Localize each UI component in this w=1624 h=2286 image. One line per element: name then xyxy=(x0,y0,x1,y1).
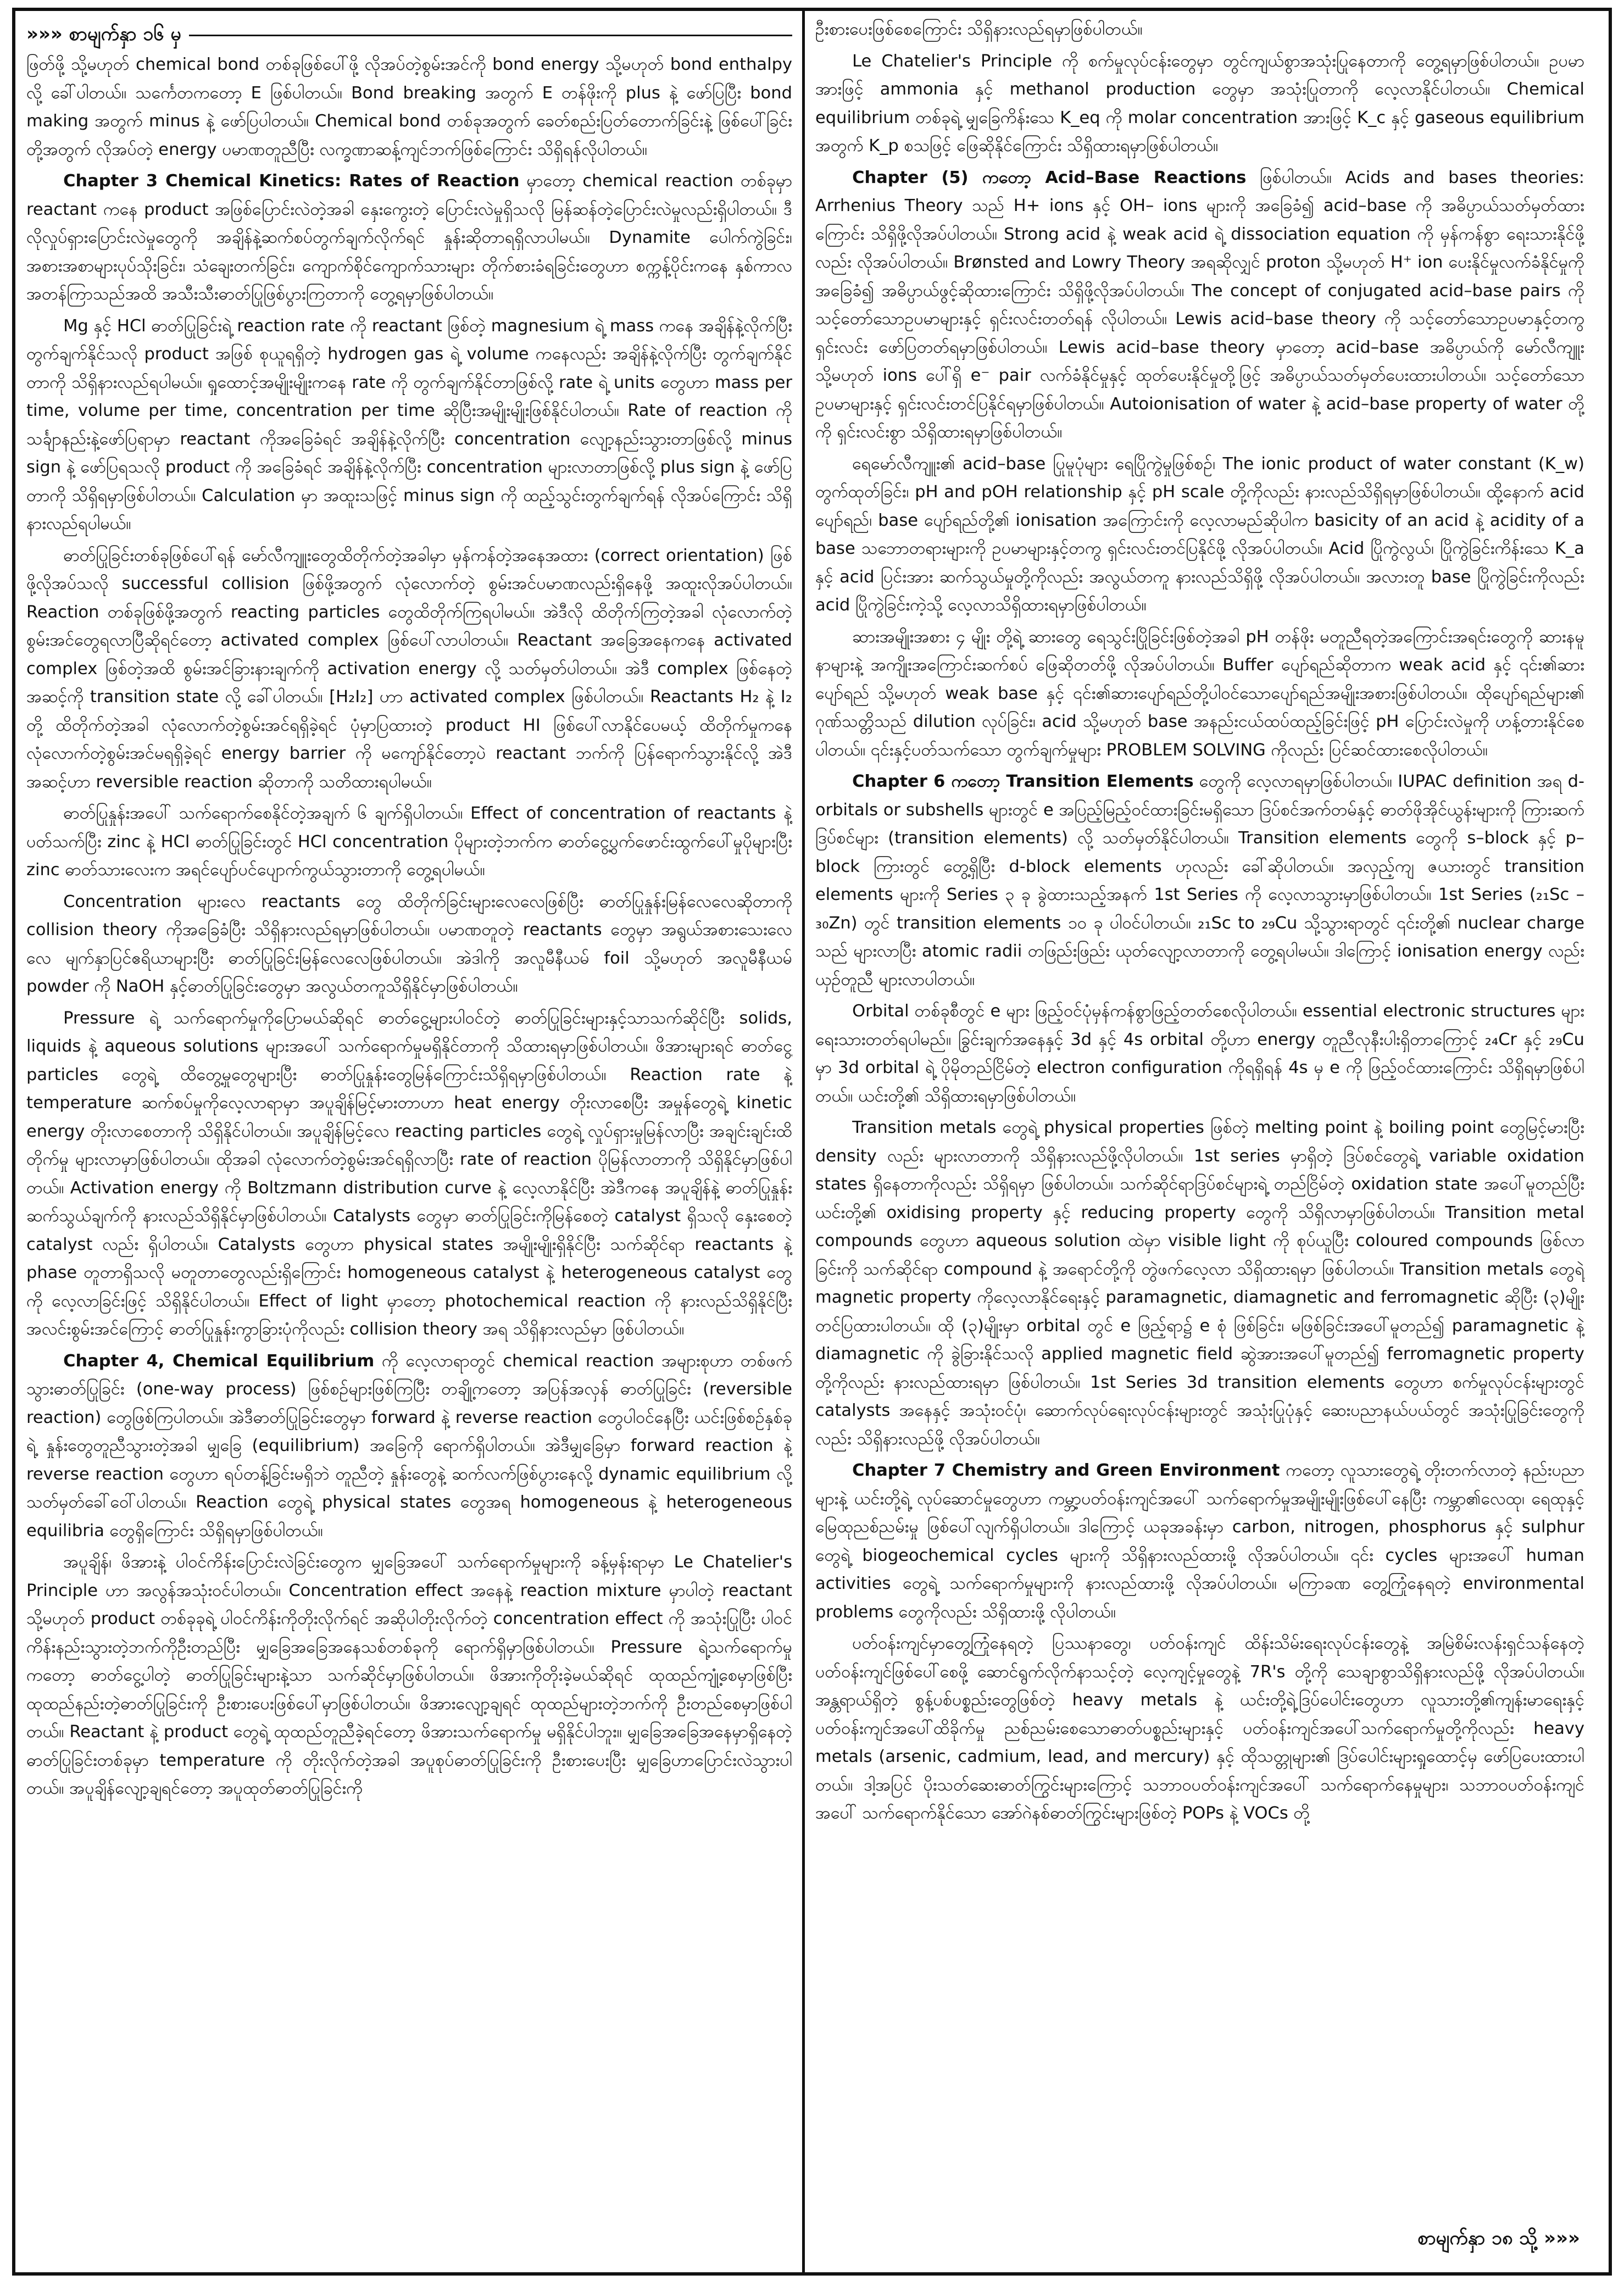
paragraph: ဆားအမျိုးအစား ၄ မျိုး တို့ရဲ့ ဆားတွေ ရေသွင်းပြိုခြင်းဖြစ်တဲ့အခါ pH တန်ဖိုး မတူညီရတဲ့အကြောင်းအရင်းတွေကို ဆားနမူနာများနဲ့ အကျိုးအကြောင်းဆက်စပ် ဖြေဆိုတတ်ဖို့ လိုအပ်ပါတယ်။ Buffer ပျော်ရည်ဆိုတာက weak acid နှင့် ၎င်း၏ဆားပျော်ရည် သို့မဟုတ် weak base နှင့် ၎င်း၏ဆားပျော်ရည်တို့ပါဝင်သောပျော်ရည်အမျိုးအစားဖြစ်ပါတယ်။ ထိုပျော်ရည်များ၏ ဂုဏ်သတ္တိသည် dilution လုပ်ခြင်း၊ acid သို့မဟုတ် base အနည်းငယ်ထပ်ထည့်ခြင်းဖြင့် pH ပြောင်းလဲမှုကို ဟန့်တားနိုင်စေပါတယ်။ ၎င်းနှင့်ပတ်သက်သော တွက်ချက်မှုများ PROBLEM SOLVING ကိုလည်း ပြင်ဆင်ထားစေလိုပါတယ်။ xyxy=(815,627,1584,760)
paragraph: Transition metals တွေရဲ့ physical properties ဖြစ်တဲ့ melting point နဲ့ boiling point တွေမြင့်မားပြီး density လည်း များလာတာကို သိရှိနားလည်ဖို့လိုပါတယ်။ 1st series မှာရှိတဲ့ ဒြပ်စင်တွေရဲ့ variable oxidation states ရှိနေတာကိုလည်း သိရှိရမှာ ဖြစ်ပါတယ်။ သက်ဆိုင်ရာဒြပ်စင်များရဲ့ တည်ငြိမ်တဲ့ oxidation state အပေါ်မူတည်ပြီး ယင်းတို့၏ oxidising property နှင့် reducing property တွေကို သိရှိလာမှာဖြစ်ပါတယ်။ Transition metal compounds တွေဟာ aqueous solution ထဲမှာ visible light ကို စုပ်ယူပြီး coloured compounds ဖြစ်လာခြင်းကို သက်ဆိုင်ရာ compound နဲ့ အရောင်တို့ကို တွဲဖက်လေ့လာ သိရှိထားရမှာ ဖြစ်ပါတယ်။ Transition metals တွေရဲ့ magnetic property ကိုလေ့လာနိုင်ရေးနှင့် paramagnetic, diamagnetic and ferromagnetic ဆိုပြီး (၃)မျိုး တင်ပြထားပါတယ်။ ထို (၃)မျိုးမှာ orbital တွင် e ဖြည့်ရာ၌ e စုံ ဖြစ်ခြင်း၊ မဖြစ်ခြင်းအပေါ်မူတည်၍ paramagnetic နဲ့ diamagnetic ကို ခွဲခြားနိုင်သလို applied magnetic field ဆွဲအားအပေါ်မူတည်၍ ferromagnetic property တို့ကိုလည်း နားလည်ထားရမှာ ဖြစ်ပါတယ်။ 1st Series 3d transition elements တွေဟာ စက်မှုလုပ်ငန်းများတွင် catalysts အနေနှင့် အသုံးဝင်ပုံ၊ ဆောက်လုပ်ရေးလုပ်ငန်းများတွင် အသုံးပြုပုံနှင့် ဆေးပညာနယ်ပယ်တွင် အသုံးပြုခြင်းတွေကိုလည်း သိရှိနားလည်ဖို့ လိုအပ်ပါတယ်။ xyxy=(815,1118,1584,1449)
paragraph: Chapter (5) ကတော့ Acid–Base Reactions ဖြစ်ပါတယ်။ Acids and bases theories: Arrhenius Theory သည် H+ ions နှင့် OH– ions များကို အခြေခံ၍ acid–base ကို အဓိပ္ပာယ်သတ်မှတ်ထားကြောင်း သိရှိဖို့လိုအပ်ပါတယ်။ Strong acid နဲ့ weak acid ရဲ့ dissociation equation ကို မှန်ကန်စွာ ရေးသားနိုင်ဖို့လည်း လိုအပ်ပါတယ်။ Brønsted and Lowry Theory အရဆိုလျှင် proton သို့မဟုတ် H⁺ ion ပေးနိုင်မှုလက်ခံနိုင်မှုကိုအခြေခံ၍ အဓိပ္ပာယ်ဖွင့်ဆိုထားကြောင်း သိရှိဖို့လိုအပ်ပါတယ်။ The concept of conjugated acid–base pairs ကို သင့်တော်သောဥပမာများနှင့် ရှင်းလင်းတတ်ရန် လိုပါတယ်။ Lewis acid–base theory ကို သင့်တော်သောဥပမာနှင့်တကွ ရှင်းလင်း ဖော်ပြတတ်ရမှာဖြစ်ပါတယ်။ Lewis acid–base theory မှာတော့ acid–base အဓိပ္ပာယ်ကို မော်လီကျူး သို့မဟုတ် ions ပေါ်ရှိ e⁻ pair လက်ခံနိုင်မှုနှင့် ထုတ်ပေးနိုင်မှုတို့ဖြင့် အဓိပ္ပာယ်သတ်မှတ်ပေးထားပါတယ်။ သင့်တော်သော ဥပမာများနှင့် ရှင်းလင်းတင်ပြနိုင်ရမှာဖြစ်ပါတယ်။ Autoionisation of water နဲ့ acid–base property of water တို့ကို ရှင်းလင်းစွာ သိရှိထားရမှာဖြစ်ပါတယ်။ xyxy=(815,168,1584,442)
paragraph: Chapter 4, Chemical Equilibrium ကို လေ့လာရာတွင် chemical reaction အများစုဟာ တစ်ဖက်သွားဓာတ်ပြုခြင်း (one-way process) ဖြစ်စဉ်များဖြစ်ကြပြီး တချို့ကတော့ အပြန်အလှန် ဓာတ်ပြုခြင်း (reversible reaction) တွေဖြစ်ကြပါတယ်။ အဲဒီဓာတ်ပြုခြင်းတွေမှာ forward နဲ့ reverse reaction တွေပါဝင်နေပြီး ယင်းဖြစ်စဉ်နှစ်ခုရဲ့ နှုန်းတွေတူညီသွားတဲ့အခါ မျှခြေ (equilibrium) အခြေကို ရောက်ရှိပါတယ်။ အဲဒီမျှခြေမှာ forward reaction နဲ့ reverse reaction တွေဟာ ရပ်တန့်ခြင်းမရှိဘဲ တူညီတဲ့ နှုန်းတွေနဲ့ ဆက်လက်ဖြစ်ပွားနေလို့ dynamic equilibrium လို့ သတ်မှတ်ခေါ်ဝေါ်ပါတယ်။ Reaction တွေရဲ့ physical states တွေအရ homogeneous နဲ့ heterogeneous equilibria တွေရှိကြောင်း သိရှိရမှာဖြစ်ပါတယ်။ xyxy=(26,1351,792,1540)
paragraph: ဖြတ်ဖို့ သို့မဟုတ် chemical bond တစ်ခုဖြစ်ပေါ်ဖို့ လိုအပ်တဲ့စွမ်းအင်ကို bond energy သို့မဟုတ် bond enthalpy လို့ ခေါ်ပါတယ်။ သင်္ကေတကတော့ E ဖြစ်ပါတယ်။ Bond breaking အတွက် E တန်ဖိုးကို plus နဲ့ ဖော်ပြပြီး bond making အတွက် minus နဲ့ ဖော်ပြပါတယ်။ Chemical bond တစ်ခုအတွက် ခေတ်စည်းပြတ်တောက်ခြင်းနဲ့ ဖြစ်ပေါ်ခြင်းတို့အတွက် လိုအပ်တဲ့ energy ပမာဏတူညီပြီး လက္ခဏာဆန့်ကျင်ဘက်ဖြစ်ကြောင်း သိရှိရန်လိုပါတယ်။ xyxy=(26,55,792,159)
chapter-heading: Chapter (5) ကတော့ Acid–Base Reactions xyxy=(852,168,1247,187)
continued-on-marker: စာမျက်နှာ ၁၈ သို့ »»» xyxy=(1412,2226,1580,2254)
paragraph: ပတ်ဝန်းကျင်မှာတွေ့ကြုံနေရတဲ့ ပြဿနာတွေ၊ ပတ်ဝန်းကျင် ထိန်းသိမ်းရေးလုပ်ငန်းတွေနဲ့ အမြဲစိမ်းလန်းရှင်သန်နေတဲ့ ပတ်ဝန်းကျင်ဖြစ်ပေါ်စေဖို့ ဆောင်ရွက်လိုက်နာသင့်တဲ့ လေ့ကျင့်မှုတွေနဲ့ 7R's တို့ကို သေချာစွာသိရှိနားလည်ဖို့ လိုအပ်ပါတယ်။ အန္တရာယ်ရှိတဲ့ စွန့်ပစ်ပစ္စည်းတွေဖြစ်တဲ့ heavy metals နဲ့ ယင်းတို့ရဲ့ဒြပ်ပေါင်းတွေဟာ လူသားတို့၏ကျန်းမာရေးနှင့် ပတ်ဝန်းကျင်အပေါ်ထိခိုက်မှု ညစ်ညမ်းစေသောဓာတ်ပစ္စည်းများနှင့် ပတ်ဝန်းကျင်အပေါ်သက်ရောက်မှုတို့ကိုလည်း heavy metals (arsenic, cadmium, lead, and mercury) နှင့် ထိုသတ္တုများ၏ ဒြပ်ပေါင်းများရှုထောင့်မှ ဖော်ပြပေးထားပါတယ်။ ဒါ့အပြင် ပိုးသတ်ဆေးဓာတ်ကြွင်းများကြောင့် သဘာဝပတ်ဝန်းကျင်အပေါ် သက်ရောက်နေမှုများ၊ သဘာဝပတ်ဝန်းကျင်အပေါ် သက်ရောက်နိုင်သော အော်ဂဲနစ်ဓာတ်ကြွင်းများဖြစ်တဲ့ POPs နဲ့ VOCs တို့ xyxy=(815,1634,1584,1823)
paragraph: Chapter 6 ကတော့ Transition Elements တွေကို လေ့လာရမှာဖြစ်ပါတယ်။ IUPAC definition အရ d-orbitals or subshells များတွင် e အပြည့်မြည့်ဝင်ထားခြင်းမရှိသော ဒြပ်စင်အက်တမ်နှင့် ဓာတ်ဖိုအိုင်ယွန်းများကို ကြားဆက်ဒြပ်စင်များ (transition elements) လို့ သတ်မှတ်နိုင်ပါတယ်။ Transition elements တွေကို s–block နှင့် p–block ကြားတွင် တွေ့ရှိပြီး d-block elements ဟုလည်း ခေါ်ဆိုပါတယ်။ အလှည့်ကျ ဇယားတွင် transition elements များကို Series ၃ ခု ခွဲထားသည့်အနက် 1st Series ကို လေ့လာသွားမှာဖြစ်ပါတယ်။ 1st Series (₂₁Sc – ₃₀Zn) တွင် transition elements ၁၀ ခု ပါဝင်ပါတယ်။ ₂₁Sc to ₂₉Cu သို့သွားရာတွင် ၎င်းတို့၏ nuclear charge သည် များလာပြီး atomic radii တဖြည်းဖြည်း ယုတ်လျော့လာတာကို တွေ့ရပါမယ်။ ဒါကြောင့် ionisation energy လည်း ယှဉ်တူညီ များလာပါတယ်။ xyxy=(815,772,1584,989)
paragraph: Mg နှင့် HCl ဓာတ်ပြုခြင်းရဲ့ reaction rate ကို reactant ဖြစ်တဲ့ magnesium ရဲ့ mass ကနေ အချိန်နဲ့လိုက်ပြီး တွက်ချက်နိုင်သလို product အဖြစ် စုယူရရှိတဲ့ hydrogen gas ရဲ့ volume ကနေလည်း အချိန်နဲ့လိုက်ပြီး တွက်ချက်နိုင်တာကို သိရှိနားလည်ရပါမယ်။ ရှုထောင့်အမျိုးမျိုးကနေ rate ကို တွက်ချက်နိုင်တာဖြစ်လို့ rate ရဲ့ units တွေဟာ mass per time, volume per time, concentration per time ဆိုပြီးအမျိုးမျိုးဖြစ်နိုင်ပါတယ်။ Rate of reaction ကိုသင်္ချာနည်းနဲ့ဖော်ပြရာမှာ reactant ကိုအခြေခံရင် အချိန်နဲ့လိုက်ပြီး concentration လျော့နည်းသွားတာဖြစ်လို့ minus sign နဲ့ ဖော်ပြရသလို product ကို အခြေခံရင် အချိန်နဲ့လိုက်ပြီး concentration များလာတာဖြစ်လို့ plus sign နဲ့ ဖော်ပြတာကို သိရှိရမှာဖြစ်ပါတယ်။ Calculation မှာ အထူးသဖြင့် minus sign ကို ထည့်သွင်းတွက်ချက်ရန် လိုအပ်ကြောင်း သိရှိနားလည်ရပါမယ်။ xyxy=(26,316,792,533)
paragraph: Pressure ရဲ့ သက်ရောက်မှုကိုပြောမယ်ဆိုရင် ဓာတ်ငွေ့များပါဝင်တဲ့ ဓာတ်ပြုခြင်းများနှင့်သာသက်ဆိုင်ပြီး solids, liquids နဲ့ aqueous solutions များအပေါ် သက်ရောက်မှုမရှိနိုင်တာကို သိထားရမှာဖြစ်ပါတယ်။ ဖိအားများရင် ဓာတ်ငွေ့ particles တွေရဲ့ ထိတွေ့မှုတွေများပြီး ဓာတ်ပြုနှုန်းတွေမြန်ကြောင်းသိရှိရမှာဖြစ်ပါတယ်။ Reaction rate နဲ့ temperature ဆက်စပ်မှုကိုလေ့လာရာမှာ အပူချိန်မြင့်မားတာဟာ heat energy တိုးလာစေပြီး အမှုန်တွေရဲ့ kinetic energy တိုးလာစေတာကို သိရှိနိုင်ပါတယ်။ အပူချိန်မြင့်လေ reacting particles တွေရဲ့ လှုပ်ရှားမှုမြန်လာပြီး အချင်းချင်းထိတိုက်မှု များလာမှာဖြစ်ပါတယ်။ ထိုအခါ လုံလောက်တဲ့စွမ်းအင်ရရှိလာပြီး rate of reaction ပိုမြန်လာတာကို သိရှိနိုင်မှာဖြစ်ပါတယ်။ Activation energy ကို Boltzmann distribution curve နဲ့ လေ့လာနိုင်ပြီး အဲဒီကနေ အပူချိန်နဲ့ ဓာတ်ပြုနှုန်း ဆက်သွယ်ချက်ကို နားလည်သိရှိနိုင်မှာဖြစ်ပါတယ်။ Catalysts တွေမှာ ဓာတ်ပြုခြင်းကိုမြန်စေတဲ့ catalyst ရှိသလို နှေးစေတဲ့ catalyst လည်း ရှိပါတယ်။ Catalysts တွေဟာ physical states အမျိုးမျိုးရှိနိုင်ပြီး သက်ဆိုင်ရာ reactants နဲ့ phase တူတာရှိသလို မတူတာတွေလည်းရှိကြောင်း homogeneous catalyst နဲ့ heterogeneous catalyst တွေကို လေ့လာခြင်းဖြင့် သိရှိနိုင်ပါတယ်။ Effect of light မှာတော့ photochemical reaction ကို နားလည်သိရှိနိုင်ပြီး အလင်းစွမ်းအင်ကြောင့် ဓာတ်ပြုနှုန်းကွာခြားပုံကိုလည်း collision theory အရ သိရှိနားလည်မှာ ဖြစ်ပါတယ်။ xyxy=(26,1008,792,1339)
paragraph: Chapter 3 Chemical Kinetics: Rates of Reaction မှာတော့ chemical reaction တစ်ခုမှာ reactant ကနေ product အဖြစ်ပြောင်းလဲတဲ့အခါ နှေးကွေးတဲ့ ပြောင်းလဲမှုရှိသလို မြန်ဆန်တဲ့ပြောင်းလဲမှုလည်းရှိပါတယ်။ ဒီလိုလှုပ်ရှားပြောင်းလဲမှုတွေကို အချိန်နဲ့ဆက်စပ်တွက်ချက်လိုက်ရင် နှုန်းဆိုတာရရှိလာပါမယ်။ Dynamite ပေါက်ကွဲခြင်း၊ အစားအစာများပုပ်သိုးခြင်း၊ သံချေးတက်ခြင်း၊ ကျောက်စိုင်ကျောက်သားများ တိုက်စားခံရခြင်းတွေဟာ စက္ကန့်ပိုင်းကနေ နှစ်ကာလအတန်ကြာသည်အထိ အသီးသီးဓာတ်ပြုဖြစ်ပွားကြတာကို တွေ့ရမှာဖြစ်ပါတယ်။ xyxy=(26,171,792,304)
paragraph: အပူချိန်၊ ဖိအားနဲ့ ပါဝင်ကိန်းပြောင်းလဲခြင်းတွေက မျှခြေအပေါ် သက်ရောက်မှုများကို ခန့်မှန်းရာမှာ Le Chatelier's Principle ဟာ အလွန်အသုံးဝင်ပါတယ်။ Concentration effect အနေနဲ့ reaction mixture မှာပါတဲ့ reactant သို့မဟုတ် product တစ်ခုခုရဲ့ ပါဝင်ကိန်းကိုတိုးလိုက်ရင် အဆိုပါတိုးလိုက်တဲ့ concentration effect ကို အသုံးပြုပြီး ပါဝင်ကိန်းနည်းသွားတဲ့ဘက်ကိုဦးတည်ပြီး မျှခြေအခြေအနေသစ်တစ်ခုကို ရောက်ရှိမှာဖြစ်ပါတယ်။ Pressure ရဲ့သက်ရောက်မှုကတော့ ဓာတ်ငွေ့ပါတဲ့ ဓာတ်ပြုခြင်းများနဲ့သာ သက်ဆိုင်မှာဖြစ်ပါတယ်။ ဖိအားကိုတိုးခဲ့မယ်ဆိုရင် ထုထည်ကျုံ့စေမှာဖြစ်ပြီး ထုထည်နည်းတဲ့ဓာတ်ပြုခြင်းကို ဦးစားပေးဖြစ်ပေါ်မှာဖြစ်ပါတယ်။ ဖိအားလျော့ချရင် ထုထည်များတဲ့ဘက်ကို ဦးတည်စေမှာဖြစ်ပါတယ်။ Reactant နဲ့ product တွေရဲ့ ထုထည်တူညီခဲ့ရင်တော့ ဖိအားသက်ရောက်မှု မရှိနိုင်ပါဘူး။ မျှခြေအခြေအနေမှာရှိနေတဲ့ ဓာတ်ပြုခြင်းတစ်ခုမှာ temperature ကို တိုးလိုက်တဲ့အခါ အပူစုပ်ဓာတ်ပြုခြင်းကို ဦးစားပေးပြီး မျှခြေဟာပြောင်းလဲသွားပါတယ်။ အပူချိန်လျော့ချရင်တော့ အပူထုတ်ဓာတ်ပြုခြင်းကို xyxy=(26,1553,792,1798)
paragraph: Orbital တစ်ခုစီတွင် e များ ဖြည့်ဝင်ပုံမှန်ကန်စွာဖြည့်တတ်စေလိုပါတယ်။ essential electronic structures များရေးသားတတ်ရပါမည်။ ခြွင်းချက်အနေနှင့် 3d နှင့် 4s orbital တို့ဟာ energy တူညီလုနီးပါးရှိတာကြောင့် ₂₄Cr နှင့် ₂₉Cu မှာ 3d orbital ရဲ့ ပိုမိုတည်ငြိမ်တဲ့ electron configuration ကိုရရှိရန် 4s မှ e ကို ဖြည့်ဝင်ထားကြောင်း သိရှိရမှာဖြစ်ပါတယ်။ ယင်းတို့၏ သိရှိထားရမှာဖြစ်ပါတယ်။ xyxy=(815,1002,1584,1106)
header-rule xyxy=(189,35,792,36)
chapter-heading: Chapter 6 ကတော့ Transition Elements xyxy=(852,772,1194,791)
column-divider xyxy=(802,11,805,2272)
paragraph: ဓာတ်ပြုနှုန်းအပေါ် သက်ရောက်စေနိုင်တဲ့အချက် ၆ ချက်ရှိပါတယ်။ Effect of concentration of reactants နဲ့ ပတ်သက်ပြီး zinc နဲ့ HCl ဓာတ်ပြုခြင်းတွင် HCl concentration ပိုများတဲ့ဘက်က ဓာတ်ငွေ့ပွက်ဖောင်းထွက်ပေါ်မှုပိုများပြီး zinc ဓာတ်သားလေးက အရင်ပျော်ပင်ပျောက်ကွယ်သွားတာကို တွေ့ရပါမယ်။ xyxy=(26,804,792,880)
continued-from-marker: »»» စာမျက်နှာ ၁၆ မှ xyxy=(26,23,181,45)
paragraph: ဓာတ်ပြုခြင်းတစ်ခုဖြစ်ပေါ်ရန် မော်လီကျူးတွေထိတိုက်တဲ့အခါမှာ မှန်ကန်တဲ့အနေအထား (correct orientation) ဖြစ်ဖို့လိုအပ်သလို successful collision ဖြစ်ဖို့အတွက် လုံလောက်တဲ့ စွမ်းအင်ပမာဏလည်းရှိနေဖို့ အထူးလိုအပ်ပါတယ်။ Reaction တစ်ခုဖြစ်ဖို့အတွက် reacting particles တွေထိတိုက်ကြရပါမယ်။ အဲဒီလို ထိတိုက်ကြတဲ့အခါ လုံလောက်တဲ့ စွမ်းအင်တွေရလာပြီဆိုရင်တော့ activated complex ဖြစ်ပေါ်လာပါတယ်။ Reactant အခြေအနေကနေ activated complex ဖြစ်တဲ့အထိ စွမ်းအင်ခြားနားချက်ကို activation energy လို့ သတ်မှတ်ပါတယ်။ အဲဒီ complex ဖြစ်နေတဲ့အဆင့်ကို transition state လို့ ခေါ်ပါတယ်။ [H₂I₂] ဟာ activated complex ဖြစ်ပါတယ်။ Reactants H₂ နဲ့ I₂ တို့ ထိတိုက်တဲ့အခါ လုံလောက်တဲ့စွမ်းအင်ရရှိခဲ့ရင် ပုံမှာပြထားတဲ့ product HI ဖြစ်ပေါ်လာနိုင်ပေမယ့် ထိတိုက်မှုကနေ လုံလောက်တဲ့စွမ်းအင်မရရှိခဲ့ရင် energy barrier ကို မကျော်နိုင်တော့ပဲ reactant ဘက်ကို ပြန်ရောက်သွားနိုင်လို့ အဲဒီအဆင့်ဟာ reversible reaction ဆိုတာကို သတိထားရပါမယ်။ xyxy=(26,546,792,792)
page-frame xyxy=(12,8,1612,2276)
left-column xyxy=(26,19,792,2239)
continuation-header xyxy=(26,19,792,49)
paragraph: Concentration များလေ reactants တွေ ထိတိုက်ခြင်းများလေလေဖြစ်ပြီး ဓာတ်ပြုနှုန်းမြန်လေလေဆိုတာကို collision theory ကိုအခြေခံပြီး သိရှိနားလည်ရမှာဖြစ်ပါတယ်။ ပမာဏတူတဲ့ reactants တွေမှာ အရွယ်အစားသေးလေလေ မျက်နှာပြင်ဧရိယာများပြီး ဓာတ်ပြုခြင်းမြန်လေလေဖြစ်ပါတယ်။ အဲဒါကို အလူမီနီယမ် foil သို့မဟုတ် အလူမီနီယမ် powder ကို NaOH နှင့်ဓာတ်ပြုခြင်းတွေမှာ အလွယ်တကူသိရှိနိုင်မှာဖြစ်ပါတယ်။ xyxy=(26,892,792,996)
chapter-heading: Chapter 4, Chemical Equilibrium xyxy=(63,1351,375,1371)
chapter-heading: Chapter 3 Chemical Kinetics: Rates of Reaction xyxy=(63,171,520,191)
paragraph: ရေမော်လီကျူး၏ acid–base ပြုမူပုံများ ရေပြိုကွဲမှုဖြစ်စဉ်၊ The ionic product of water constant (K_w) တွက်ထုတ်ခြင်း၊ pH and pOH relationship နှင့် pH scale တို့ကိုလည်း နားလည်သိရှိရမှာဖြစ်ပါတယ်။ ထို့နောက် acid ပျော်ရည်၊ base ပျော်ရည်တို့၏ ionisation အကြောင်းကို လေ့လာမည်ဆိုပါက basicity of an acid နဲ့ acidity of a base သဘောတရားများကို ဥပမာများနှင့်တကွ ရှင်းလင်းတင်ပြနိုင်ဖို့ လိုအပ်ပါတယ်။ Acid ပြိုကွဲလွယ်၊ ပြိုကွဲခြင်းကိန်းသေ K_a နှင့် acid ပြင်းအား ဆက်သွယ်မှုတို့ကိုလည်း အလွယ်တကူ နားလည်သိရှိဖို့ လိုအပ်ပါတယ်။ အလားတူ base ပြိုကွဲခြင်းကိုလည်း acid ပြိုကွဲခြင်းကဲ့သို့ လေ့လာသိရှိထားရမှာဖြစ်ပါတယ်။ xyxy=(815,454,1584,615)
paragraph: ဦးစားပေးဖြစ်စေကြောင်း သိရှိနားလည်ရမှာဖြစ်ပါတယ်။ xyxy=(815,20,1143,39)
chapter-heading: Chapter 7 Chemistry and Green Environment xyxy=(852,1461,1280,1480)
paragraph: Chapter 7 Chemistry and Green Environment ကတော့ လူသားတွေရဲ့ တိုးတက်လာတဲ့ နည်းပညာများနဲ့ ယင်းတို့ရဲ့ လုပ်ဆောင်မှုတွေဟာ ကမ္ဘာ့ပတ်ဝန်းကျင်အပေါ် သက်ရောက်မှုအမျိုးမျိုးဖြစ်ပေါ်နေပြီး ကမ္ဘာ၏လေထု၊ ရေထုနှင့် မြေထုညစ်ညမ်းမှု ဖြစ်ပေါ်လျက်ရှိပါတယ်။ ဒါကြောင့် ယခုအခန်းမှာ carbon, nitrogen, phosphorus နှင့် sulphur တွေရဲ့ biogeochemical cycles များကို သိရှိနားလည်ထားဖို့ လိုအပ်ပါတယ်။ ၎င်း cycles များအပေါ် human activities တွေရဲ့ သက်ရောက်မှုများကို နားလည်ထားဖို့ လိုအပ်ပါတယ်။ မကြာခဏ တွေ့ကြုံနေရတဲ့ environmental problems တွေကိုလည်း သိရှိထားဖို့ လိုပါတယ်။ xyxy=(815,1461,1584,1622)
paragraph: Le Chatelier's Principle ကို စက်မှုလုပ်ငန်းတွေမှာ တွင်ကျယ်စွာအသုံးပြုနေတာကို တွေ့ရမှာဖြစ်ပါတယ်။ ဥပမာအားဖြင့် ammonia နှင့် methanol production တွေမှာ အသုံးပြုတာကို လေ့လာနိုင်ပါတယ်။ Chemical equilibrium တစ်ခုရဲ့ မျှခြေကိန်းသေ K_eq ကို molar concentration အားဖြင့် K_c နှင့် gaseous equilibrium အတွက် K_p စသဖြင့် ဖြေဆိုနိုင်ကြောင်း သိရှိထားရမှာဖြစ်ပါတယ်။ xyxy=(815,51,1584,155)
right-column xyxy=(815,15,1584,2239)
